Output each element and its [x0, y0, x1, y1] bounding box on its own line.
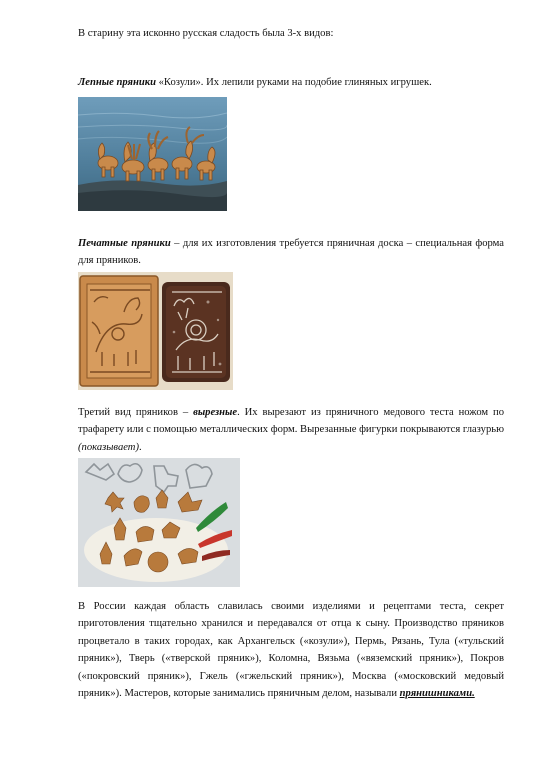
closing-term: прянишниками.	[399, 688, 475, 700]
vyreznye-paragraph	[78, 404, 504, 456]
closing-text: В России каждая область славилась своими изделиями и рецептами теста, секрет приготовления тщательно хранился и передавался от отца к сыну. Производство пряников процветало в таких городах, как Архангельск («козули»), Пермь, Рязань, Тула («тульский пряник»), Тверь («тверской пряник»), Коломна, Вязьма («вяземский пряник»), Покров («покровский пряник»), Гжель («гжельский пряник»), Москва («московский медовый пряник»). Мастеров, которые занимались пряничным делом, называли	[78, 601, 504, 700]
closing-paragraph	[78, 598, 504, 702]
intro-text: В старину эта исконно русская сладость была 3-х видов:	[78, 28, 334, 39]
pechatnye-paragraph	[78, 235, 504, 270]
vyreznye-end: .	[138, 441, 142, 453]
pechatnye-text: – для их изготовления требуется пряничная доска – специальная форма для пряников.	[78, 238, 505, 267]
kozuli-paragraph	[78, 74, 504, 91]
intro-paragraph	[78, 25, 504, 42]
kozuli-term: Лепные пряники	[78, 77, 156, 88]
kozuli-text: «Козули». Их лепили руками на подобие глиняных игрушек.	[155, 77, 432, 88]
vyreznye-text: . Их вырезают из пряничного медового теста ножом по трафарету или с помощью металлических форм. Вырезанные фигурки покрываются глазурью	[78, 407, 504, 436]
vyreznye-term: вырезные	[193, 407, 238, 418]
kozuli-photo	[78, 97, 227, 211]
vyreznye-note: (показывает)	[78, 441, 139, 453]
pechatnye-term: Печатные пряники	[78, 238, 171, 249]
vyreznye-lead: Третий вид пряников –	[78, 407, 194, 418]
gingerbread-board-photo	[78, 272, 233, 390]
cut-gingerbread-photo	[78, 458, 240, 587]
